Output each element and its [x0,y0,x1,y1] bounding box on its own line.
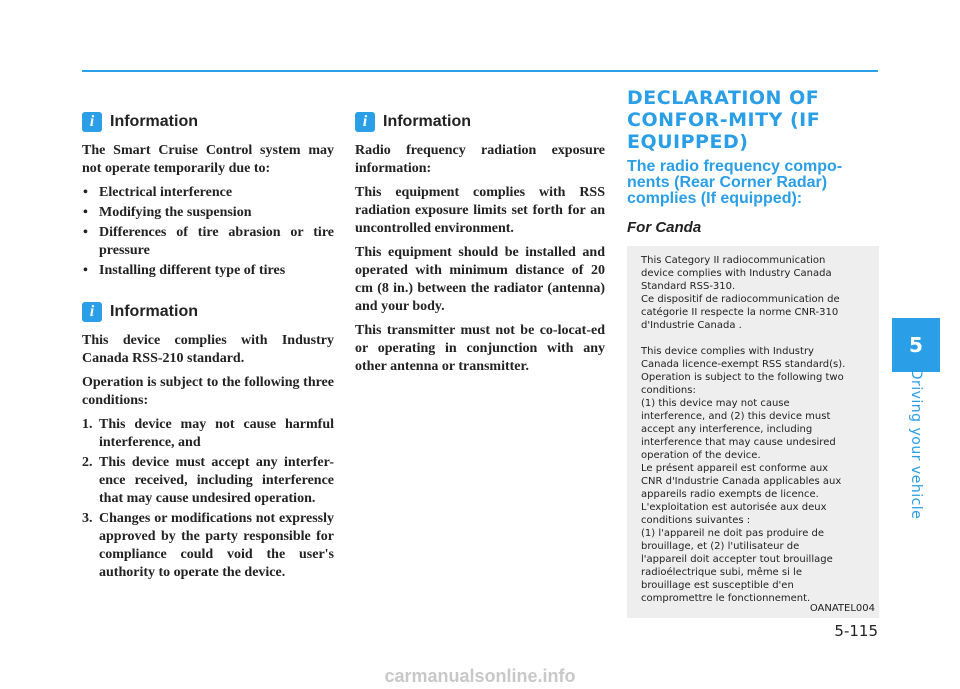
page-number: 5-115 [834,622,878,640]
information-title: Information [110,113,198,130]
paragraph: This equipment complies with RSS radiation exposure limits set forth for an uncontrolled environment. [355,185,605,236]
watermark: carmanualsonline.info [384,666,576,686]
item-number: 1. [82,417,93,432]
item-text: Changes or modifications not expressly approved by the party responsible for compliance could void the user's authority to operate the device. [99,511,334,580]
item-text: This device may not cause harmful interference, and [99,417,334,450]
middle-column [355,110,605,382]
list-item [82,510,334,582]
information-header [82,110,334,134]
info-icon: i [82,112,102,132]
information-title: Information [383,113,471,130]
declaration-title: DECLARATION OF CONFOR-MITY (IF EQUIPPED) [627,87,821,153]
bullet-list [82,184,334,280]
paragraph: Radio frequency radiation exposure information: [355,143,605,176]
info-icon: i [355,112,375,132]
information-title: Information [110,303,198,320]
label-block-1: This Category II radiocommunication device complies with Industry Canada Standard RSS-310. Ce dispositif de radiocommunication de catégorie II respecte la norme CNR-310 d'Industrie Canada . [641,255,840,331]
paragraph: This transmitter must not be co-locat-ed or operating in conjunction with any other antenna or transmitter. [355,323,605,374]
list-item: • Installing different type of tires [82,262,334,280]
paragraph: The Smart Cruise Control system may not operate temporarily due to: [82,143,334,176]
chapter-tab: 5 [892,318,940,372]
list-item: • Differences of tire abrasion or tire pressure [82,224,334,260]
compliance-label-image [627,246,879,618]
paragraph: This equipment should be installed and operated with minimum distance of 20 cm (8 in.) between the radiator (antenna) and your body. [355,245,605,314]
label-block-2: This device complies with Industry Canada licence-exempt RSS standard(s). Operation is subject to the following two conditions: (1) this device may not cause interference, and (2) this device must accept any interference, including interference that may cause undesired operation of the device. Le présent appareil est conforme aux CNR d'Industrie Canada applicables aux appareils radio exempts de licence. L'exploitation est autorisée aux deux conditions suivantes : (1) l'appareil ne doit pas produire de brouillage, et (2) l'utilisateur de l'appareil doit accepter tout brouillage radioélectrique subi, même si le brouillage est susceptible d'en compromettre le fonctionnement. [641,346,846,604]
information-header [82,300,334,324]
list-item [82,416,334,452]
item-text: This device must accept any interfer-ence received, including interference that may cause undesired operation. [99,455,334,506]
compliance-label-text [641,254,871,605]
paragraph: Operation is subject to the following three conditions: [82,375,334,408]
list-item: • Modifying the suspension [82,204,334,222]
right-column [627,87,879,618]
image-code: OANATEL004 [809,603,875,614]
chapter-label: Driving your vehicle [908,368,924,520]
left-column [82,110,334,588]
information-header [355,110,605,134]
top-rule [82,70,878,72]
for-canada-heading: For Canda [627,219,702,236]
paragraph: This device complies with Industry Canada RSS-210 standard. [82,333,334,366]
item-number: 2. [82,455,93,470]
info-icon: i [82,302,102,322]
list-item [82,454,334,508]
numbered-list [82,416,334,582]
item-number: 3. [82,511,93,526]
section-subtitle: The radio frequency compo-nents (Rear Corner Radar) complies (If equipped): [627,158,843,207]
list-item: • Electrical interference [82,184,334,202]
